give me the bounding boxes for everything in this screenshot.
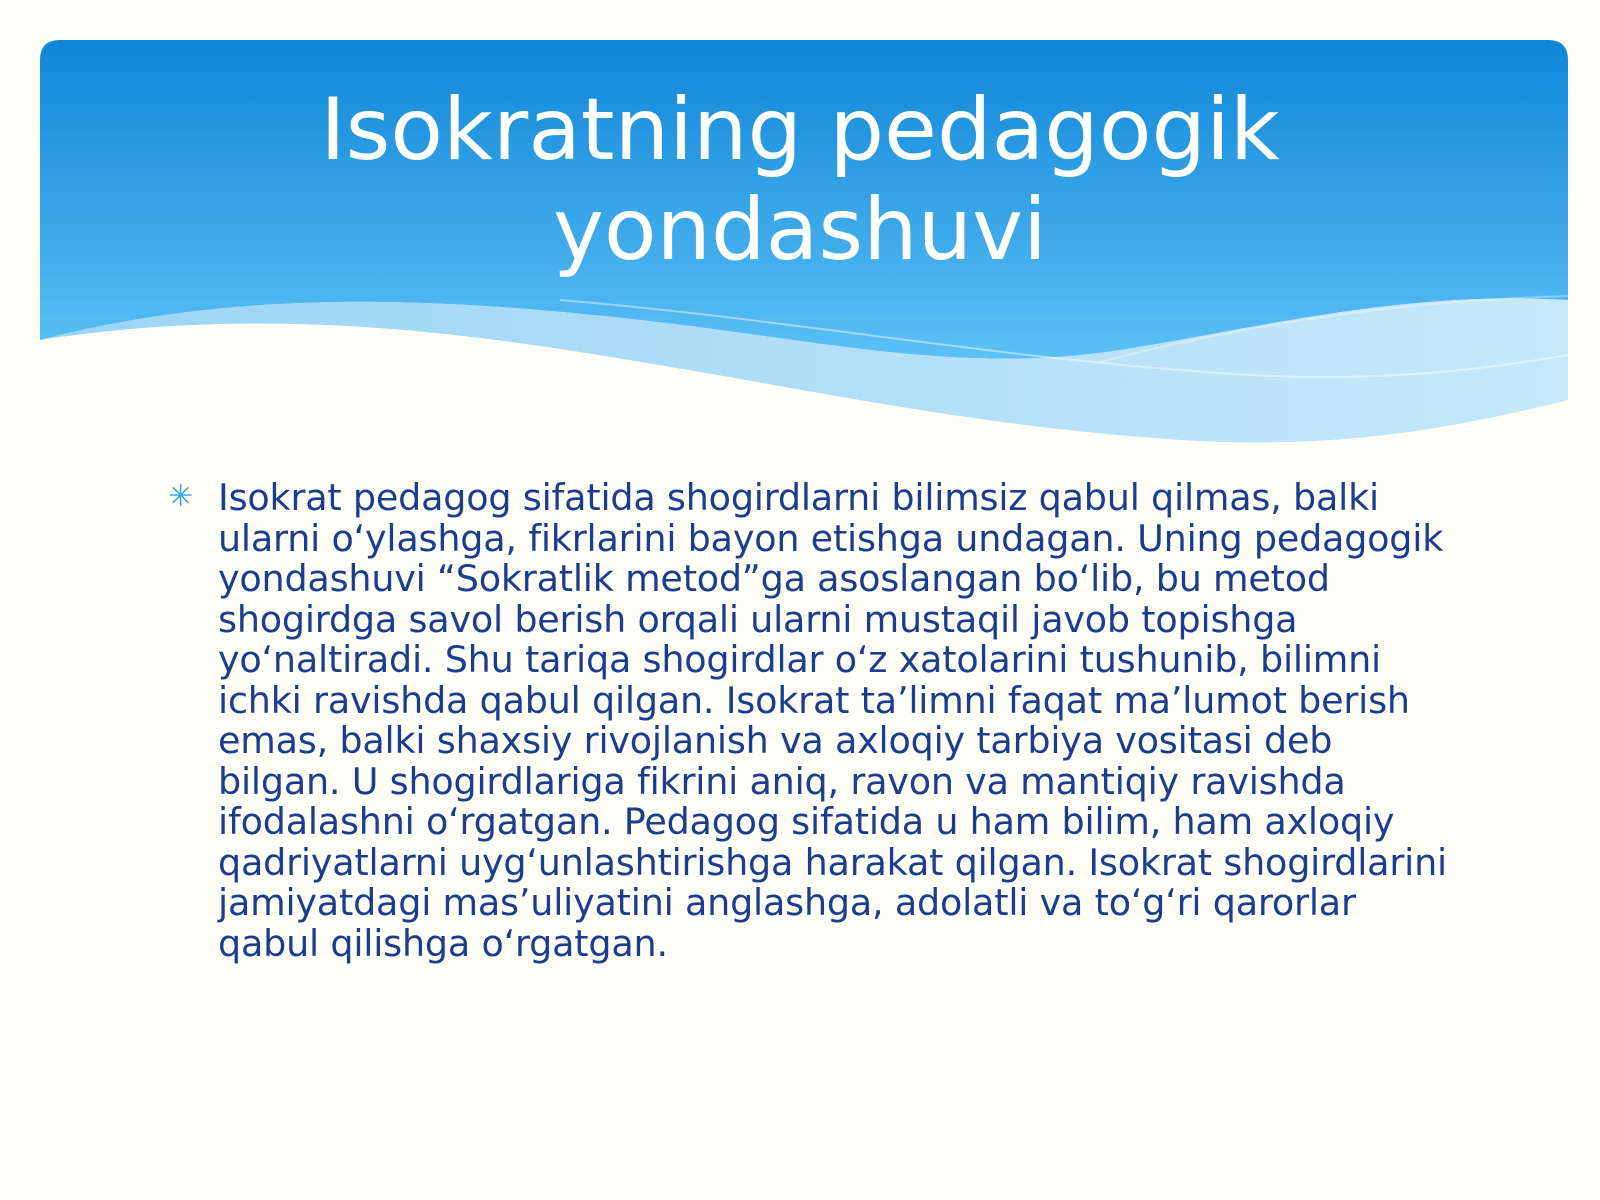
slide-body (168, 478, 1448, 964)
asterisk-bullet-icon: ✳ (168, 479, 194, 514)
bullet-paragraph: Isokrat pedagog sifatida shogirdlarni bilimsiz qabul qilmas, balki ularni o‘ylashga, fikrlarini bayon etishga undagan. Uning pedagogik yondashuvi “Sokratlik metod”ga asoslangan bo‘lib, bu metod shogirdga savol berish orqali ularni mustaqil javob topishga yo‘naltiradi. Shu tariqa shogirdlar o‘z xatolarini tushunib, bilimni ichki ravishda qabul qilgan. Isokrat ta’limni faqat ma’lumot berish emas, balki shaxsiy rivojlanish va axloqiy tarbiya vositasi deb bilgan. U shogirdlariga fikrini aniq, ravon va mantiqiy ravishda ifodalashni o‘rgatgan. Pedagog sifatida u ham bilim, ham axloqiy qadriyatlarni uyg‘unlashtirishga harakat qilgan. Isokrat shogirdlarini jamiyatdagi mas’uliyatini anglashga, adolatli va to‘g‘ri qarorlar qabul qilishga o‘rgatgan. (218, 476, 1447, 965)
bullet-item (168, 478, 1448, 964)
slide-title: Isokratning pedagogik yondashuvi (320, 80, 1280, 280)
